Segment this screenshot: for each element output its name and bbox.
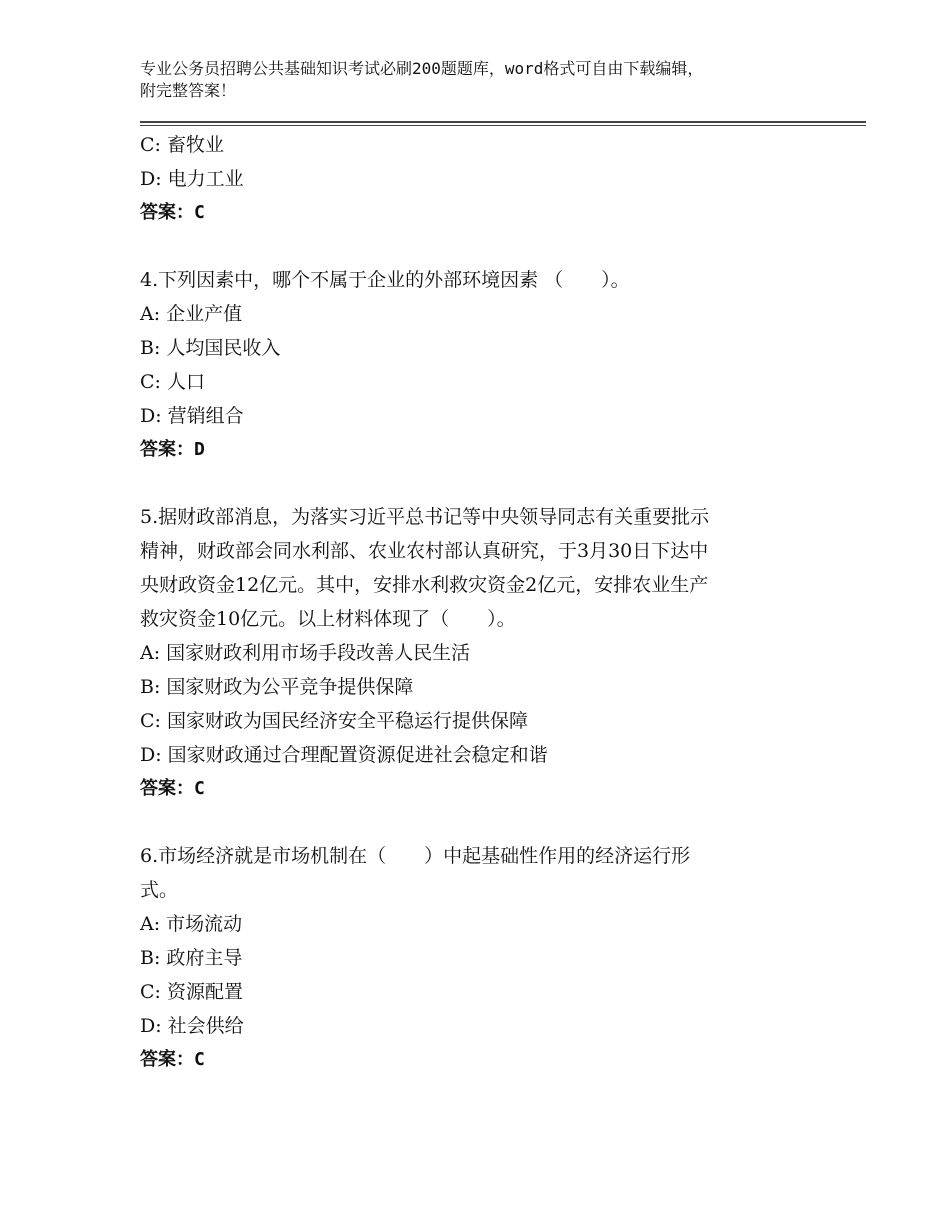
answer: 答案：D [140, 439, 205, 460]
option-c: C: 资源配置 [140, 981, 243, 1003]
option-a: A: 企业产值 [140, 303, 243, 325]
answer: 答案：C [140, 1049, 205, 1070]
question-stem: 4.下列因素中，哪个不属于企业的外部环境因素 （ ）。 [140, 269, 630, 291]
option-d: D: 营销组合 [140, 405, 244, 427]
header-rule-thick [140, 121, 866, 123]
option-b: B: 国家财政为公平竞争提供保障 [140, 676, 414, 698]
answer: 答案：C [140, 778, 205, 799]
option-b: B: 政府主导 [140, 947, 243, 969]
option-d: D: 电力工业 [140, 168, 244, 190]
question-5 [140, 500, 820, 806]
question-stem-line: 央财政资金12亿元。其中，安排水利救灾资金2亿元，安排农业生产 [140, 574, 709, 596]
question-stem-line: 5.据财政部消息，为落实习近平总书记等中央领导同志有关重要批示 [140, 506, 710, 528]
spacer [140, 230, 820, 263]
header-line-1: 专业公务员招聘公共基础知识考试必刷200题题库，word格式可自由下载编辑， [140, 59, 704, 78]
question-6 [140, 839, 820, 1077]
option-a: A: 国家财政利用市场手段改善人民生活 [140, 642, 471, 664]
option-d: D: 国家财政通过合理配置资源促进社会稳定和谐 [140, 744, 548, 766]
option-c: C: 畜牧业 [140, 134, 224, 156]
option-c: C: 人口 [140, 371, 205, 393]
question-stem-line: 救灾资金10亿元。以上材料体现了（ ）。 [140, 608, 516, 630]
header-line-2: 附完整答案！ [140, 81, 237, 100]
header-rule-thin [140, 125, 866, 126]
option-a: A: 市场流动 [140, 913, 243, 935]
spacer [140, 806, 820, 839]
option-b: B: 人均国民收入 [140, 337, 281, 359]
question-stem-line: 6.市场经济就是市场机制在（ ）中起基础性作用的经济运行形 [140, 845, 691, 867]
question-3-tail [140, 128, 820, 230]
question-stem-line: 精神，财政部会同水利部、农业农村部认真研究，于3月30日下达中 [140, 540, 709, 562]
question-content [140, 128, 820, 1077]
question-4 [140, 263, 820, 467]
option-d: D: 社会供给 [140, 1015, 244, 1037]
option-c: C: 国家财政为国民经济安全平稳运行提供保障 [140, 710, 528, 732]
answer: 答案：C [140, 202, 205, 223]
spacer [140, 467, 820, 500]
question-stem-line: 式。 [140, 879, 179, 901]
document-header [140, 58, 820, 102]
